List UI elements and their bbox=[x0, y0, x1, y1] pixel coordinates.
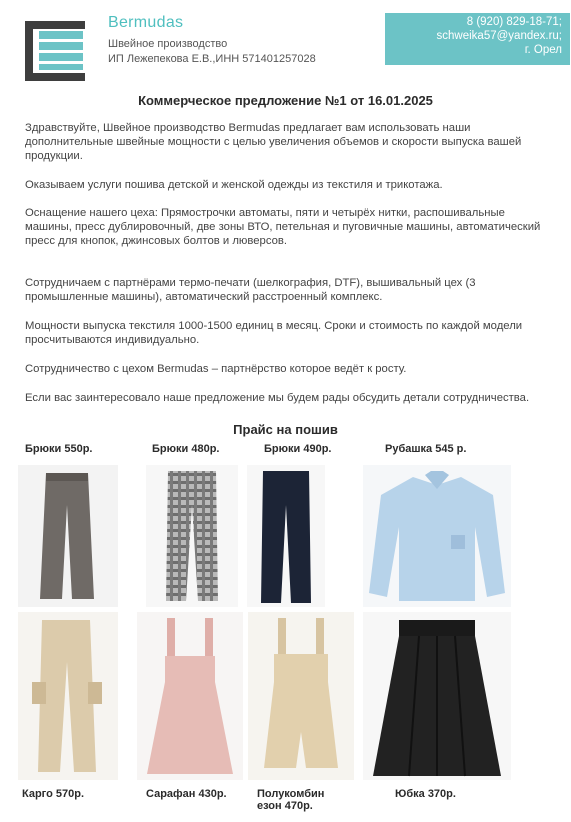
company-subtitle: Швейное производство bbox=[108, 38, 228, 50]
company-name: Bermudas bbox=[108, 14, 184, 31]
offer-paragraph: Здравствуйте, Швейное производство Bermudas предлагает вам использовать наши дополнительные швейные мощности с целью увеличения объемов и скорости выпуска вашей продукции. bbox=[25, 122, 522, 162]
photo-pink-sundress bbox=[137, 612, 243, 780]
offer-paragraph: Если вас заинтересовало наше предложение мы будем рады обсудить детали сотрудничества. bbox=[25, 392, 530, 404]
contact-box bbox=[385, 13, 570, 65]
photo-plaid-trousers bbox=[146, 465, 238, 607]
photo-cargo-trousers bbox=[18, 612, 118, 780]
offer-paragraph: Сотрудничество с цехом Bermudas – партнёрство которое ведёт к росту. bbox=[25, 363, 407, 375]
price-label-overall bbox=[257, 788, 324, 812]
price-label-trousers-2: Брюки 480р. bbox=[152, 443, 220, 455]
price-label-trousers-1: Брюки 550р. bbox=[25, 443, 93, 455]
offer-paragraph: Оказываем услуги пошива детской и женской одежды из текстиля и трикотажа. bbox=[25, 179, 443, 191]
price-label-overall-line2: езон 470р. bbox=[257, 800, 313, 812]
offer-paragraph: Мощности выпуска текстиля 1000-1500 единиц в месяц. Сроки и стоимость по каждой модели просчитываются индивидуально. bbox=[25, 320, 523, 346]
photo-grey-trousers bbox=[18, 465, 118, 607]
photo-navy-trousers bbox=[247, 465, 325, 607]
company-inn: ИП Лежепекова Е.В.,ИНН 571401257028 bbox=[108, 53, 316, 65]
offer-title: Коммерческое предложение №1 от 16.01.2025 bbox=[138, 93, 433, 108]
price-label-trousers-3: Брюки 490р. bbox=[264, 443, 332, 455]
contact-phone: 8 (920) 829-18-71; bbox=[466, 16, 562, 28]
price-label-sundress: Сарафан 430р. bbox=[146, 788, 227, 800]
price-label-shirt: Рубашка 545 р. bbox=[385, 443, 467, 455]
price-label-skirt: Юбка 370р. bbox=[395, 788, 456, 800]
photo-blue-shirt bbox=[363, 465, 511, 607]
price-list-title: Прайс на пошив bbox=[233, 422, 338, 437]
contact-city: г. Орел bbox=[524, 44, 562, 56]
price-label-cargo: Карго 570р. bbox=[22, 788, 85, 800]
contact-email: schweika57@yandex.ru; bbox=[436, 30, 562, 42]
price-label-overall-line1: Полукомбин bbox=[257, 788, 325, 800]
photo-beige-overall bbox=[248, 612, 354, 780]
company-logo bbox=[25, 21, 85, 81]
photo-black-skirt bbox=[363, 612, 511, 780]
offer-paragraph: Сотрудничаем с партнёрами термо-печати (шелкография, DTF), вышивальный цех (3 промышленные машины), автоматический расстроенный комплекс. bbox=[25, 277, 476, 303]
offer-paragraph: Оснащение нашего цеха: Прямострочки автоматы, пяти и четырёх нитки, распошивальные машины, пресс дублировочный, две зоны ВТО, петельная и пуговичные машины, автоматический пресс для кнопок, джинсовых болтов и люверсов. bbox=[25, 207, 541, 247]
